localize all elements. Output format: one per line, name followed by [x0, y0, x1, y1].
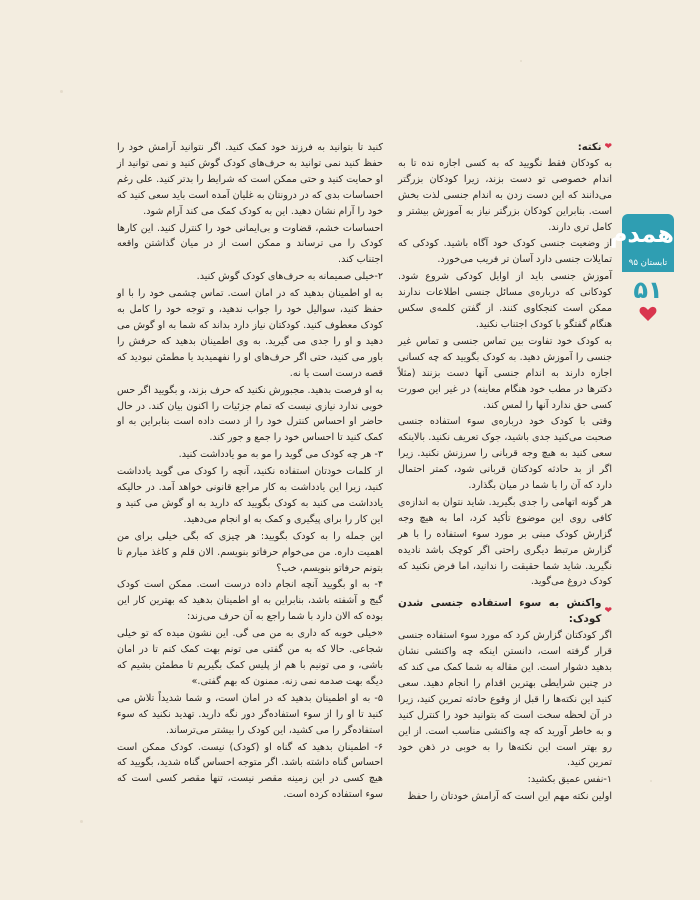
paragraph: اگر کودکتان گزارش کرد که مورد سوء استفاده جنسی قرار گرفته است، دانستن اینکه چه واکنشی نشان بدهید دشوار است. این مقاله به شما کمک می کند که در چنین شرایطی بهترین اقدام را انجام دهید. سعی کنید این نکته‌ها را قبل از وقوع حادثه تمرین کنید، زیرا در آن لحظه سخت است که بتوانید خود را کنترل کنید و به خاطر آورید که چه واکنشی مناسب است. از این رو بهتر است این نکته‌ها را به خوبی در ذهن خود تمرین کنید.	[398, 630, 612, 769]
paragraph: به او اطمینان بدهید که در امان است. تماس چشمی خود را با او حفظ کنید، سوالیل خود را جواب ندهید، و توجه خود را کامل به کودک معطوف کنید. کودکتان نیاز دارد بداند که شما به او گوش می دهید و او را جدی می گیرید. به وی اطمینان بدهید که حرفش را باور می کنید، حتی اگر حرف‌های او را نفهمیدید یا مطمئن نبودید که قصه درست است یا نه.	[117, 288, 383, 379]
left-column	[117, 140, 383, 804]
right-column	[398, 140, 612, 806]
paragraph: به او فرصت بدهید. مجبورش نکنید که حرف بزند، و بگویید اگر حس خوبی ندارد نیازی نیست که تمام جزئیات را اکنون بیان کند. در حال حاضر او احساس کنترل خود را از دست داده است بنابراین به او کمک کنید تا احساس خود را جمع و جور کند.	[117, 384, 383, 444]
paragraph: ۲-خیلی صمیمانه به حرف‌های کودک گوش کنید.	[196, 271, 383, 283]
section-heading-note	[398, 140, 612, 156]
magazine-badge	[609, 214, 680, 354]
paper-texture	[60, 90, 63, 93]
paper-texture	[80, 820, 83, 823]
heart-bullet-icon: ❤	[604, 142, 612, 152]
paragraph: وقتی با کودک خود درباره‌ی سوء استفاده جنسی صحبت می‌کنید جدی باشید، جوک تعریف نکنید. بالاینکه سعی کنید به هیچ وجه قربانی را سرزنش نکنید. زیرا اگر از بد حادثه کودکتان قربانی شود، کمتر احتمال دارد که آن را با شما در میان بگذارد.	[398, 416, 612, 492]
section-heading-reaction	[398, 596, 612, 628]
paragraph: به کودک خود تفاوت بین تماس جنسی و تماس غیر جنسی را آموزش دهید. به کودک بگویید که چه کسانی اجازه دارند به اندام جنسی آنها دست بزنند (مثلاً دکترها در مطب خود هنگام معاینه) در غیر این صورت کسی حق ندارد آنها را لمس کند.	[398, 335, 612, 411]
paragraph: از وضعیت جنسی کودک خود آگاه باشید. کودکی که تمایلات جنسی دارد آسان تر فریب می‌خورد.	[398, 238, 612, 266]
paragraph: اولین نکته مهم این است که آرامش خودتان را حفظ	[407, 791, 612, 803]
paragraph: ۶- اطمینان بدهید که گناه او (کودک) نیست. کودک ممکن است احساس گناه داشته باشد. اگر متوجه احساس گناه شدید، بگویید که هیچ کسی در این زمینه مقصر نیست، تنها مقصر کسی است که سوء استفاده کرده است.	[117, 741, 383, 801]
paragraph: به کودکان فقط نگویید که به کسی اجازه نده تا به اندام خصوصی تو دست بزند، زیرا کودکان بزرگتر می‌دانند که این دست زدن به اندام جنسی لذت بخش است. بنابراین کودکان بزرگتر نیاز به آموزش بیشتر و کامل تری دارند.	[398, 157, 612, 233]
paper-texture	[520, 60, 522, 62]
paper-texture	[650, 780, 652, 782]
paragraph: ۵- به او اطمینان بدهید که در امان است، و شما شدیداً تلاش می کنید تا او را از سوء استفاده‌گر دور نگه دارید. تهدید نکنید که سوء استفاده‌گر را می کشید، این کودک را بیشتر می‌ترساند.	[117, 692, 383, 736]
heart-bullet-icon: ❤	[604, 606, 612, 617]
magazine-logo: همدم	[622, 214, 674, 254]
paragraph: از کلمات خودتان استفاده نکنید، آنچه را کودک می گوید یادداشت کنید، زیرا این یادداشت به کار مراجع قانونی خواهد آمد. در حالیکه یادداشت می کنید به کودک بگویید که دارید به او گوش می کنید و این کار را برای پیگیری و کمک به او انجام می‌دهید.	[117, 466, 383, 525]
heading-text: نکته:	[577, 142, 602, 153]
heart-icon	[638, 304, 658, 324]
paragraph: این جمله را به کودک بگویید: هر چیزی که بگی خیلی برای من اهمیت داره. من می‌خوام حرفاتو بنویسم. الان قلم و کاغذ میارم تا بتونم حرفاتو بنویسم، خب؟	[117, 530, 383, 574]
paragraph: آموزش جنسی باید از اوایل کودکی شروع شود. کودکانی که درباره‌ی مسائل جنسی اطلاعات ندارند ممکن است کنجکاوی کنند. از گفتن کلمه‌ی سکس هنگام گفتگو با کودک اجتناب نکنید.	[398, 271, 612, 330]
paragraph: کنید تا بتوانید به فرزند خود کمک کنید. اگر نتوانید آرامش خود را حفظ کنید نمی توانید به حرف‌های کودک گوش کنید و نمی توانید از او حمایت کنید و حتی ممکن است که شرایط را بدتر کنید. علی رغم احساسات بدی که در درونتان به غلیان آمده است باید سعی کنید که خود را آرام نشان دهید. این به کودک کمک می کند آرام شود.	[117, 142, 383, 217]
issue-season: تابستان ۹۵	[622, 254, 674, 272]
page-number: ۵۱	[633, 276, 663, 304]
paragraph: هر گونه اتهامی را جدی بگیرید. شاید نتوان به اندازه‌ی کافی روی این موضوع تأکید کرد، اما به هیچ وجه گزارش کودک مبنی بر مورد سوء استفاده را با هر گزارش مرتبط دیگری راحتی اگر کوچک باشد نادیده نگیرید. شاید شما حقیقت را ندانید، اما فرض نکنید که کودک دروغ می‌گوید.	[398, 496, 612, 588]
heading-text: واکنش به سوء استفاده جنسی شدن کودک:	[398, 597, 602, 626]
paragraph: «خیلی خوبه که داری به من می گی. این نشون میده که تو خیلی شجاعی. حالا که به من گفتی می تونم بهت کمک کنم تا در امان باشی، و می تونیم با هم از پلیس کمک بگیریم تا مطمئن بشیم که دیگه بهت صدمه نمی زنه. ممنون که بهم گفتی.»	[117, 628, 383, 687]
paragraph: احساسات خشم، قضاوت و بی‌ایمانی خود را کنترل کنید. این کارها کودک را می ترساند و ممکن است از در میان گذاشتن واقعه اجتناب کند.	[117, 222, 383, 266]
paragraph: ۳- هر چه کودک می گوید را مو به مو یادداشت کنید.	[178, 449, 383, 461]
paragraph: ۴- به او بگویید آنچه انجام داده درست است. ممکن است کودک گیج و آشفته باشد، بنابراین به او اطمینان بدهید که بهترین کار این بوده که الان دارد با شما راجع به آن حرف می‌زند:	[117, 579, 383, 623]
paragraph: ۱-نفس عمیق بکشید:	[527, 774, 612, 786]
